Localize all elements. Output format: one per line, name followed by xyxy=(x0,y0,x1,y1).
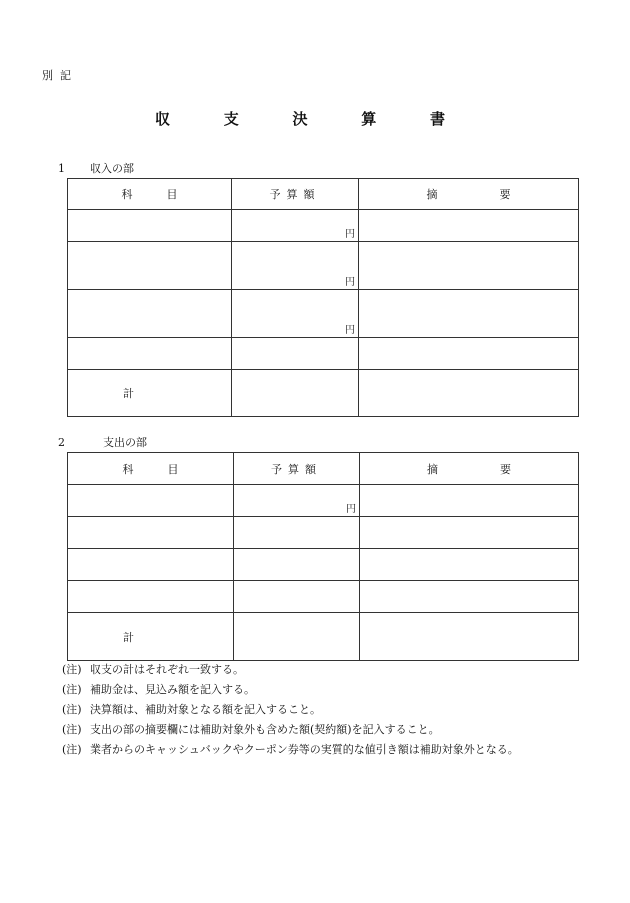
subject-cell[interactable] xyxy=(68,581,234,613)
budget-cell[interactable] xyxy=(234,549,360,581)
total-summary-cell[interactable] xyxy=(359,370,579,417)
summary-cell[interactable] xyxy=(360,485,579,517)
total-label: 計 xyxy=(123,630,134,644)
budget-cell[interactable] xyxy=(232,210,359,242)
table-header-row xyxy=(68,453,579,485)
table-row xyxy=(68,549,579,581)
table-row xyxy=(68,290,579,338)
note-prefix: (注) xyxy=(62,723,82,736)
table-row xyxy=(68,581,579,613)
total-label: 計 xyxy=(123,387,134,400)
summary-cell[interactable] xyxy=(359,290,579,338)
note-text: 決算額は、補助対象となる額を記入すること。 xyxy=(90,703,321,716)
note-text: 収支の計はそれぞれ一致する。 xyxy=(90,663,244,676)
budget-cell[interactable] xyxy=(232,290,359,338)
notes-list xyxy=(62,660,602,760)
summary-header: 摘 要 xyxy=(359,179,579,210)
yen-unit: 円 xyxy=(345,325,355,336)
subject-cell[interactable] xyxy=(68,242,232,290)
section-number: 2 xyxy=(58,435,65,449)
summary-cell[interactable] xyxy=(360,517,579,549)
yen-unit: 円 xyxy=(346,504,356,515)
note-prefix: (注) xyxy=(62,663,82,676)
section-title: 収入の部 xyxy=(90,162,134,175)
document-title xyxy=(155,108,445,129)
note-text: 業者からのキャッシュバックやクーポン券等の実質的な値引き額は補助対象外となる。 xyxy=(90,743,519,756)
title-char: 決 xyxy=(292,110,308,128)
income-table xyxy=(67,178,579,417)
subject-cell[interactable] xyxy=(68,290,232,338)
note-item xyxy=(62,740,602,760)
expenditure-section-heading xyxy=(58,434,147,450)
budget-cell[interactable] xyxy=(232,338,359,370)
total-row xyxy=(68,613,579,661)
title-char: 書 xyxy=(429,110,445,128)
budget-cell[interactable] xyxy=(232,242,359,290)
total-budget-cell[interactable] xyxy=(234,613,360,661)
total-label-cell xyxy=(68,613,234,661)
table-row xyxy=(68,338,579,370)
budget-cell[interactable] xyxy=(234,517,360,549)
summary-cell[interactable] xyxy=(359,338,579,370)
summary-cell[interactable] xyxy=(359,210,579,242)
note-item xyxy=(62,660,602,680)
table-header-row xyxy=(68,179,579,210)
expenditure-table xyxy=(67,452,579,661)
title-char: 収 xyxy=(155,110,171,128)
summary-cell[interactable] xyxy=(359,242,579,290)
note-prefix: (注) xyxy=(62,683,82,696)
note-prefix: (注) xyxy=(62,743,82,756)
note-item xyxy=(62,680,602,700)
yen-unit: 円 xyxy=(345,229,355,240)
income-section-heading xyxy=(58,160,134,176)
note-item xyxy=(62,720,602,740)
note-item xyxy=(62,700,602,720)
table-row xyxy=(68,485,579,517)
budget-header: 予算額 xyxy=(232,179,359,210)
yen-unit: 円 xyxy=(345,277,355,288)
summary-cell[interactable] xyxy=(360,581,579,613)
total-row xyxy=(68,370,579,417)
subject-header: 科 目 xyxy=(68,453,234,485)
annex-label: 別記 xyxy=(42,69,78,82)
subject-cell[interactable] xyxy=(68,210,232,242)
title-char: 算 xyxy=(361,110,377,128)
budget-cell[interactable] xyxy=(234,581,360,613)
total-budget-cell[interactable] xyxy=(232,370,359,417)
subject-cell[interactable] xyxy=(68,338,232,370)
budget-cell[interactable] xyxy=(234,485,360,517)
note-prefix: (注) xyxy=(62,703,82,716)
section-number: 1 xyxy=(58,161,65,175)
subject-header: 科 目 xyxy=(68,179,232,210)
table-row xyxy=(68,210,579,242)
note-text: 支出の部の摘要欄には補助対象外も含めた額(契約額)を記入すること。 xyxy=(90,723,440,736)
note-text: 補助金は、見込み額を記入する。 xyxy=(90,683,255,696)
table-row xyxy=(68,517,579,549)
table-row xyxy=(68,242,579,290)
summary-cell[interactable] xyxy=(360,549,579,581)
total-summary-cell[interactable] xyxy=(360,613,579,661)
total-label-cell xyxy=(68,370,232,417)
subject-cell[interactable] xyxy=(68,485,234,517)
subject-cell[interactable] xyxy=(68,517,234,549)
title-char: 支 xyxy=(223,110,239,128)
summary-header: 摘 要 xyxy=(360,453,579,485)
section-title: 支出の部 xyxy=(103,436,147,449)
subject-cell[interactable] xyxy=(68,549,234,581)
budget-header: 予算額 xyxy=(234,453,360,485)
